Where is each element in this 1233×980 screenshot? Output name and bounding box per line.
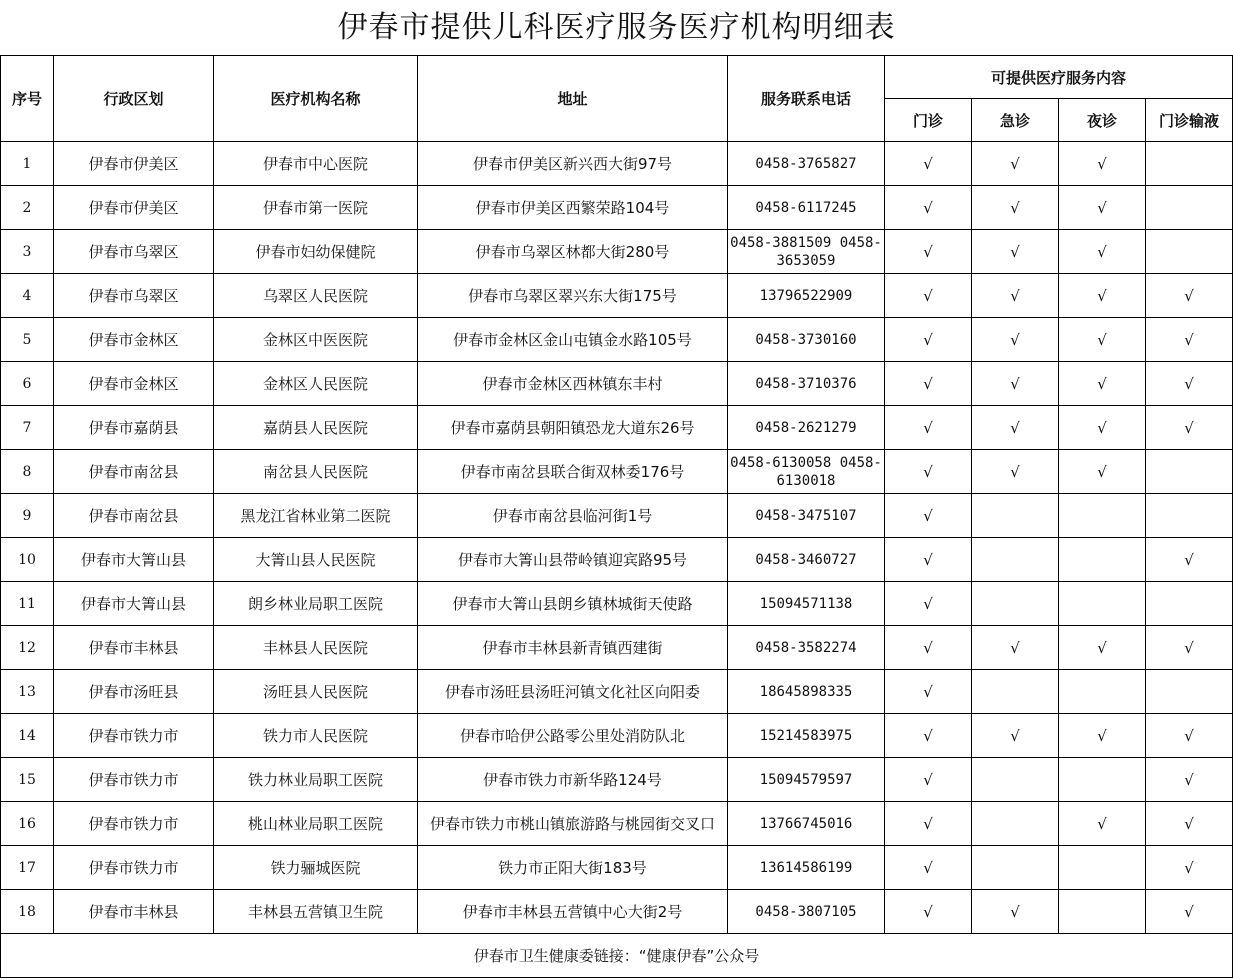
header-phone: 服务联系电话	[728, 56, 885, 142]
cell-emergency	[972, 538, 1059, 582]
cell-phone: 0458-6117245	[728, 186, 885, 230]
header-night: 夜诊	[1059, 99, 1146, 142]
cell-outpatient: √	[885, 890, 972, 934]
cell-address: 伊春市丰林县五营镇中心大街2号	[418, 890, 728, 934]
cell-emergency: √	[972, 626, 1059, 670]
cell-outpatient: √	[885, 802, 972, 846]
cell-seq: 17	[1, 846, 54, 890]
cell-phone: 0458-3881509 0458-3653059	[728, 230, 885, 274]
table-row	[1, 846, 1233, 890]
cell-seq: 9	[1, 494, 54, 538]
cell-infusion	[1146, 186, 1233, 230]
cell-infusion	[1146, 230, 1233, 274]
cell-name: 铁力骊城医院	[214, 846, 418, 890]
cell-seq: 2	[1, 186, 54, 230]
cell-district: 伊春市铁力市	[54, 846, 214, 890]
cell-emergency: √	[972, 362, 1059, 406]
cell-outpatient: √	[885, 582, 972, 626]
cell-emergency: √	[972, 714, 1059, 758]
cell-infusion: √	[1146, 626, 1233, 670]
cell-phone: 0458-3765827	[728, 142, 885, 186]
cell-night: √	[1059, 230, 1146, 274]
cell-night	[1059, 890, 1146, 934]
cell-district: 伊春市铁力市	[54, 714, 214, 758]
cell-outpatient: √	[885, 538, 972, 582]
cell-emergency: √	[972, 406, 1059, 450]
cell-address: 伊春市南岔县联合街双林委176号	[418, 450, 728, 494]
cell-seq: 1	[1, 142, 54, 186]
cell-name: 丰林县五营镇卫生院	[214, 890, 418, 934]
cell-seq: 11	[1, 582, 54, 626]
cell-address: 伊春市铁力市桃山镇旅游路与桃园街交叉口	[418, 802, 728, 846]
cell-address: 伊春市金林区西林镇东丰村	[418, 362, 728, 406]
cell-infusion	[1146, 670, 1233, 714]
cell-name: 大箐山县人民医院	[214, 538, 418, 582]
cell-name: 南岔县人民医院	[214, 450, 418, 494]
cell-name: 嘉荫县人民医院	[214, 406, 418, 450]
table-row	[1, 802, 1233, 846]
table-row	[1, 318, 1233, 362]
cell-infusion: √	[1146, 758, 1233, 802]
cell-infusion: √	[1146, 362, 1233, 406]
cell-infusion: √	[1146, 318, 1233, 362]
cell-night: √	[1059, 186, 1146, 230]
cell-emergency	[972, 670, 1059, 714]
cell-seq: 8	[1, 450, 54, 494]
cell-emergency: √	[972, 890, 1059, 934]
cell-night	[1059, 582, 1146, 626]
cell-district: 伊春市大箐山县	[54, 582, 214, 626]
header-services: 可提供医疗服务内容	[885, 56, 1233, 99]
cell-outpatient: √	[885, 626, 972, 670]
cell-district: 伊春市南岔县	[54, 450, 214, 494]
cell-address: 伊春市丰林县新青镇西建街	[418, 626, 728, 670]
cell-name: 汤旺县人民医院	[214, 670, 418, 714]
table-row	[1, 670, 1233, 714]
cell-outpatient: √	[885, 846, 972, 890]
cell-district: 伊春市大箐山县	[54, 538, 214, 582]
cell-phone: 0458-3807105	[728, 890, 885, 934]
cell-seq: 7	[1, 406, 54, 450]
cell-name: 朗乡林业局职工医院	[214, 582, 418, 626]
cell-name: 黑龙江省林业第二医院	[214, 494, 418, 538]
header-address: 地址	[418, 56, 728, 142]
table-row	[1, 142, 1233, 186]
cell-district: 伊春市铁力市	[54, 758, 214, 802]
table-row	[1, 450, 1233, 494]
table-row	[1, 362, 1233, 406]
cell-night: √	[1059, 318, 1146, 362]
cell-night: √	[1059, 450, 1146, 494]
footer-note: 伊春市卫生健康委链接：“健康伊春”公众号	[1, 934, 1233, 978]
cell-emergency: √	[972, 186, 1059, 230]
cell-seq: 14	[1, 714, 54, 758]
cell-name: 金林区中医医院	[214, 318, 418, 362]
cell-night	[1059, 758, 1146, 802]
cell-name: 铁力林业局职工医院	[214, 758, 418, 802]
cell-emergency: √	[972, 142, 1059, 186]
table-row	[1, 406, 1233, 450]
cell-phone: 13614586199	[728, 846, 885, 890]
table-row	[1, 494, 1233, 538]
cell-outpatient: √	[885, 230, 972, 274]
page-title: 伊春市提供儿科医疗服务医疗机构明细表	[337, 10, 896, 45]
cell-phone: 0458-6130058 0458-6130018	[728, 450, 885, 494]
table-row	[1, 582, 1233, 626]
header-district: 行政区划	[54, 56, 214, 142]
cell-address: 伊春市嘉荫县朝阳镇恐龙大道东26号	[418, 406, 728, 450]
cell-outpatient: √	[885, 758, 972, 802]
cell-seq: 4	[1, 274, 54, 318]
cell-name: 金林区人民医院	[214, 362, 418, 406]
cell-infusion	[1146, 450, 1233, 494]
cell-phone: 0458-3460727	[728, 538, 885, 582]
header-emergency: 急诊	[972, 99, 1059, 142]
cell-outpatient: √	[885, 142, 972, 186]
cell-address: 伊春市汤旺县汤旺河镇文化社区向阳委	[418, 670, 728, 714]
table-row	[1, 626, 1233, 670]
cell-address: 伊春市铁力市新华路124号	[418, 758, 728, 802]
cell-phone: 0458-3582274	[728, 626, 885, 670]
cell-name: 伊春市第一医院	[214, 186, 418, 230]
cell-night: √	[1059, 406, 1146, 450]
cell-seq: 12	[1, 626, 54, 670]
cell-phone: 13766745016	[728, 802, 885, 846]
cell-night	[1059, 670, 1146, 714]
cell-district: 伊春市南岔县	[54, 494, 214, 538]
cell-outpatient: √	[885, 494, 972, 538]
cell-name: 伊春市妇幼保健院	[214, 230, 418, 274]
cell-emergency	[972, 802, 1059, 846]
cell-emergency: √	[972, 230, 1059, 274]
cell-address: 伊春市哈伊公路零公里处消防队北	[418, 714, 728, 758]
cell-outpatient: √	[885, 450, 972, 494]
cell-name: 桃山林业局职工医院	[214, 802, 418, 846]
cell-address: 伊春市南岔县临河街1号	[418, 494, 728, 538]
cell-infusion	[1146, 494, 1233, 538]
cell-phone: 15214583975	[728, 714, 885, 758]
cell-outpatient: √	[885, 186, 972, 230]
cell-night: √	[1059, 714, 1146, 758]
table-row	[1, 538, 1233, 582]
cell-phone: 13796522909	[728, 274, 885, 318]
cell-infusion: √	[1146, 846, 1233, 890]
cell-outpatient: √	[885, 274, 972, 318]
cell-district: 伊春市丰林县	[54, 626, 214, 670]
cell-district: 伊春市伊美区	[54, 142, 214, 186]
cell-night: √	[1059, 802, 1146, 846]
cell-emergency: √	[972, 450, 1059, 494]
cell-phone: 0458-2621279	[728, 406, 885, 450]
cell-address: 伊春市乌翠区林都大街280号	[418, 230, 728, 274]
cell-seq: 16	[1, 802, 54, 846]
cell-name: 乌翠区人民医院	[214, 274, 418, 318]
header-outpatient: 门诊	[885, 99, 972, 142]
cell-emergency: √	[972, 318, 1059, 362]
cell-district: 伊春市乌翠区	[54, 230, 214, 274]
cell-district: 伊春市铁力市	[54, 802, 214, 846]
cell-district: 伊春市金林区	[54, 362, 214, 406]
cell-seq: 13	[1, 670, 54, 714]
cell-outpatient: √	[885, 670, 972, 714]
cell-infusion: √	[1146, 406, 1233, 450]
cell-seq: 18	[1, 890, 54, 934]
cell-outpatient: √	[885, 362, 972, 406]
cell-infusion: √	[1146, 890, 1233, 934]
cell-district: 伊春市金林区	[54, 318, 214, 362]
cell-night: √	[1059, 142, 1146, 186]
cell-seq: 10	[1, 538, 54, 582]
header-seq: 序号	[1, 56, 54, 142]
cell-seq: 3	[1, 230, 54, 274]
header-name: 医疗机构名称	[214, 56, 418, 142]
cell-seq: 5	[1, 318, 54, 362]
cell-emergency: √	[972, 274, 1059, 318]
cell-emergency	[972, 582, 1059, 626]
cell-district: 伊春市乌翠区	[54, 274, 214, 318]
cell-phone: 0458-3710376	[728, 362, 885, 406]
cell-emergency	[972, 758, 1059, 802]
cell-outpatient: √	[885, 406, 972, 450]
cell-night: √	[1059, 626, 1146, 670]
cell-address: 伊春市金林区金山屯镇金水路105号	[418, 318, 728, 362]
cell-night: √	[1059, 362, 1146, 406]
cell-phone: 15094571138	[728, 582, 885, 626]
cell-seq: 15	[1, 758, 54, 802]
cell-phone: 0458-3475107	[728, 494, 885, 538]
table-row	[1, 230, 1233, 274]
cell-infusion	[1146, 142, 1233, 186]
cell-district: 伊春市丰林县	[54, 890, 214, 934]
clinic-table	[0, 55, 1233, 978]
cell-night: √	[1059, 274, 1146, 318]
table-row	[1, 274, 1233, 318]
cell-outpatient: √	[885, 714, 972, 758]
cell-district: 伊春市嘉荫县	[54, 406, 214, 450]
cell-address: 伊春市大箐山县朗乡镇林城街天使路	[418, 582, 728, 626]
cell-emergency	[972, 494, 1059, 538]
cell-infusion: √	[1146, 274, 1233, 318]
cell-phone: 15094579597	[728, 758, 885, 802]
table-row	[1, 714, 1233, 758]
cell-address: 伊春市伊美区新兴西大街97号	[418, 142, 728, 186]
cell-night	[1059, 538, 1146, 582]
cell-address: 伊春市伊美区西繁荣路104号	[418, 186, 728, 230]
cell-phone: 0458-3730160	[728, 318, 885, 362]
cell-phone: 18645898335	[728, 670, 885, 714]
cell-name: 铁力市人民医院	[214, 714, 418, 758]
cell-name: 丰林县人民医院	[214, 626, 418, 670]
table-row	[1, 890, 1233, 934]
cell-address: 铁力市正阳大街183号	[418, 846, 728, 890]
cell-emergency	[972, 846, 1059, 890]
cell-seq: 6	[1, 362, 54, 406]
cell-infusion: √	[1146, 538, 1233, 582]
cell-address: 伊春市乌翠区翠兴东大街175号	[418, 274, 728, 318]
cell-infusion: √	[1146, 714, 1233, 758]
cell-outpatient: √	[885, 318, 972, 362]
cell-night	[1059, 846, 1146, 890]
header-infusion: 门诊输液	[1146, 99, 1233, 142]
cell-night	[1059, 494, 1146, 538]
cell-address: 伊春市大箐山县带岭镇迎宾路95号	[418, 538, 728, 582]
cell-infusion	[1146, 582, 1233, 626]
cell-name: 伊春市中心医院	[214, 142, 418, 186]
cell-district: 伊春市汤旺县	[54, 670, 214, 714]
table-row	[1, 758, 1233, 802]
cell-infusion: √	[1146, 802, 1233, 846]
cell-district: 伊春市伊美区	[54, 186, 214, 230]
table-row	[1, 186, 1233, 230]
table-body	[1, 142, 1233, 934]
